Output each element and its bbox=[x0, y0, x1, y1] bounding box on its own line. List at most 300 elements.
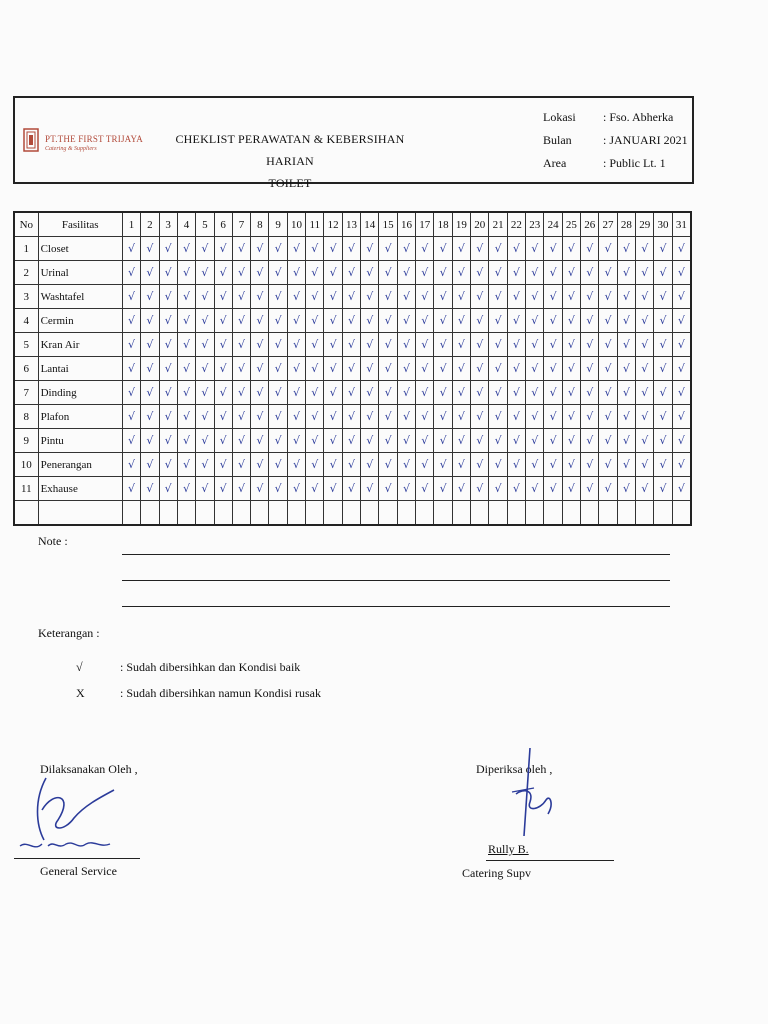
check-mark-cell: √ bbox=[452, 381, 470, 405]
check-mark-cell: √ bbox=[489, 333, 507, 357]
check-mark-cell: √ bbox=[562, 477, 580, 501]
check-mark-cell: √ bbox=[159, 477, 177, 501]
column-header-day: 30 bbox=[654, 212, 672, 237]
check-mark-cell: √ bbox=[324, 285, 342, 309]
check-mark-cell: √ bbox=[471, 381, 489, 405]
empty-cell bbox=[507, 501, 525, 526]
check-mark-cell: √ bbox=[581, 309, 599, 333]
check-mark-cell: √ bbox=[672, 309, 691, 333]
check-mark-cell: √ bbox=[581, 261, 599, 285]
check-mark-cell: √ bbox=[416, 261, 434, 285]
check-mark-cell: √ bbox=[214, 333, 232, 357]
check-mark-cell: √ bbox=[361, 429, 379, 453]
check-mark-cell: √ bbox=[434, 333, 452, 357]
check-mark-cell: √ bbox=[177, 261, 195, 285]
column-header-day: 25 bbox=[562, 212, 580, 237]
row-number: 4 bbox=[14, 309, 38, 333]
check-mark-cell: √ bbox=[434, 405, 452, 429]
check-mark-cell: √ bbox=[471, 261, 489, 285]
check-mark-cell: √ bbox=[489, 309, 507, 333]
check-mark-cell: √ bbox=[159, 453, 177, 477]
check-mark-cell: √ bbox=[599, 357, 617, 381]
row-number: 7 bbox=[14, 381, 38, 405]
empty-cell bbox=[159, 501, 177, 526]
check-mark-cell: √ bbox=[617, 285, 635, 309]
check-mark-cell: √ bbox=[562, 357, 580, 381]
check-mark-cell: √ bbox=[232, 309, 250, 333]
check-mark-cell: √ bbox=[672, 237, 691, 261]
check-mark-cell: √ bbox=[452, 477, 470, 501]
check-mark-cell: √ bbox=[636, 381, 654, 405]
empty-cell bbox=[379, 501, 397, 526]
check-mark-cell: √ bbox=[599, 333, 617, 357]
check-mark-cell: √ bbox=[361, 453, 379, 477]
meta-key: Lokasi bbox=[543, 110, 576, 124]
check-mark-cell: √ bbox=[269, 261, 287, 285]
check-mark-cell: √ bbox=[672, 285, 691, 309]
column-header-day: 5 bbox=[196, 212, 214, 237]
check-mark-cell: √ bbox=[489, 357, 507, 381]
check-mark-cell: √ bbox=[562, 453, 580, 477]
meta-value: : JANUARI 2021 bbox=[603, 133, 688, 147]
check-mark-cell: √ bbox=[636, 285, 654, 309]
check-mark-cell: √ bbox=[287, 285, 305, 309]
check-mark-cell: √ bbox=[122, 381, 140, 405]
check-mark-cell: √ bbox=[452, 333, 470, 357]
facility-name: Lantai bbox=[38, 357, 122, 381]
empty-cell bbox=[654, 501, 672, 526]
check-mark-cell: √ bbox=[196, 477, 214, 501]
check-mark-cell: √ bbox=[581, 333, 599, 357]
check-mark-cell: √ bbox=[544, 357, 562, 381]
check-mark-cell: √ bbox=[361, 261, 379, 285]
facility-name: Kran Air bbox=[38, 333, 122, 357]
empty-cell bbox=[38, 501, 122, 526]
check-mark-cell: √ bbox=[636, 309, 654, 333]
check-mark-cell: √ bbox=[361, 405, 379, 429]
check-mark-cell: √ bbox=[287, 309, 305, 333]
check-mark-cell: √ bbox=[342, 405, 360, 429]
check-mark-cell: √ bbox=[361, 357, 379, 381]
facility-name: Pintu bbox=[38, 429, 122, 453]
empty-cell bbox=[562, 501, 580, 526]
check-mark-cell: √ bbox=[416, 405, 434, 429]
check-mark-cell: √ bbox=[342, 261, 360, 285]
check-mark-cell: √ bbox=[617, 309, 635, 333]
column-header-day: 8 bbox=[251, 212, 269, 237]
check-mark-cell: √ bbox=[141, 285, 159, 309]
check-mark-cell: √ bbox=[489, 477, 507, 501]
meta-key: Bulan bbox=[543, 133, 572, 147]
left-signature-image bbox=[14, 770, 134, 862]
form-meta bbox=[543, 106, 688, 175]
check-mark-cell: √ bbox=[581, 405, 599, 429]
check-mark-cell: √ bbox=[306, 381, 324, 405]
note-line bbox=[122, 554, 670, 555]
check-mark-cell: √ bbox=[672, 261, 691, 285]
check-mark-cell: √ bbox=[434, 381, 452, 405]
row-number: 5 bbox=[14, 333, 38, 357]
check-mark-cell: √ bbox=[544, 381, 562, 405]
check-mark-cell: √ bbox=[232, 333, 250, 357]
check-mark-cell: √ bbox=[581, 285, 599, 309]
meta-row-lokasi bbox=[543, 106, 688, 129]
executed-by-label: Dilaksanakan Oleh , bbox=[40, 762, 138, 776]
check-mark-cell: √ bbox=[159, 405, 177, 429]
check-mark-cell: √ bbox=[581, 429, 599, 453]
check-mark-cell: √ bbox=[452, 309, 470, 333]
facility-name: Cermin bbox=[38, 309, 122, 333]
column-header-day: 22 bbox=[507, 212, 525, 237]
check-mark-cell: √ bbox=[434, 285, 452, 309]
check-mark-cell: √ bbox=[269, 357, 287, 381]
check-mark-cell: √ bbox=[196, 453, 214, 477]
empty-cell bbox=[636, 501, 654, 526]
check-mark-cell: √ bbox=[544, 261, 562, 285]
meta-row-area bbox=[543, 152, 688, 175]
column-header-day: 13 bbox=[342, 212, 360, 237]
check-mark-cell: √ bbox=[526, 405, 544, 429]
check-mark-cell: √ bbox=[324, 477, 342, 501]
check-mark-cell: √ bbox=[507, 405, 525, 429]
check-mark-cell: √ bbox=[471, 333, 489, 357]
empty-cell bbox=[177, 501, 195, 526]
check-mark-cell: √ bbox=[122, 357, 140, 381]
table-row bbox=[14, 261, 691, 285]
meta-key: Area bbox=[543, 156, 567, 170]
row-number: 11 bbox=[14, 477, 38, 501]
empty-cell bbox=[232, 501, 250, 526]
empty-cell bbox=[471, 501, 489, 526]
facility-name: Plafon bbox=[38, 405, 122, 429]
check-mark-cell: √ bbox=[599, 381, 617, 405]
check-mark-cell: √ bbox=[636, 453, 654, 477]
table-row bbox=[14, 285, 691, 309]
meta-value: : Fso. Abherka bbox=[603, 110, 674, 124]
check-mark-cell: √ bbox=[581, 357, 599, 381]
note-label: Note : bbox=[38, 534, 68, 548]
check-mark-cell: √ bbox=[214, 477, 232, 501]
check-mark-cell: √ bbox=[636, 477, 654, 501]
check-mark-cell: √ bbox=[361, 285, 379, 309]
check-mark-cell: √ bbox=[562, 405, 580, 429]
check-mark-cell: √ bbox=[141, 333, 159, 357]
check-mark-cell: √ bbox=[471, 453, 489, 477]
check-mark-cell: √ bbox=[416, 333, 434, 357]
check-mark-cell: √ bbox=[122, 429, 140, 453]
column-header-day: 9 bbox=[269, 212, 287, 237]
check-mark-cell: √ bbox=[507, 237, 525, 261]
check-mark-cell: √ bbox=[269, 405, 287, 429]
check-mark-cell: √ bbox=[379, 453, 397, 477]
check-mark-cell: √ bbox=[196, 333, 214, 357]
empty-cell bbox=[489, 501, 507, 526]
check-mark-cell: √ bbox=[397, 477, 415, 501]
check-mark-cell: √ bbox=[526, 285, 544, 309]
check-mark-cell: √ bbox=[324, 405, 342, 429]
check-mark-cell: √ bbox=[251, 405, 269, 429]
check-mark-cell: √ bbox=[342, 309, 360, 333]
check-mark-cell: √ bbox=[489, 261, 507, 285]
check-mark-cell: √ bbox=[416, 453, 434, 477]
check-mark-cell: √ bbox=[471, 357, 489, 381]
empty-cell bbox=[672, 501, 691, 526]
check-mark-cell: √ bbox=[434, 453, 452, 477]
check-mark-cell: √ bbox=[159, 261, 177, 285]
check-mark-cell: √ bbox=[306, 453, 324, 477]
column-header-day: 14 bbox=[361, 212, 379, 237]
check-mark-cell: √ bbox=[196, 357, 214, 381]
check-mark-cell: √ bbox=[562, 237, 580, 261]
legend-item-done-good bbox=[76, 660, 300, 675]
company-subtitle: Catering & Suppliers bbox=[45, 146, 97, 152]
empty-cell bbox=[434, 501, 452, 526]
table-row bbox=[14, 381, 691, 405]
column-header-day: 12 bbox=[324, 212, 342, 237]
check-mark-cell: √ bbox=[471, 309, 489, 333]
facility-name: Urinal bbox=[38, 261, 122, 285]
check-mark-cell: √ bbox=[416, 477, 434, 501]
check-mark-cell: √ bbox=[452, 237, 470, 261]
column-header-day: 21 bbox=[489, 212, 507, 237]
right-signature-line bbox=[486, 860, 614, 861]
check-mark-cell: √ bbox=[342, 477, 360, 501]
check-mark-cell: √ bbox=[507, 309, 525, 333]
check-mark-cell: √ bbox=[507, 429, 525, 453]
check-mark-cell: √ bbox=[379, 477, 397, 501]
check-mark-cell: √ bbox=[141, 429, 159, 453]
check-mark-cell: √ bbox=[361, 477, 379, 501]
check-mark-cell: √ bbox=[452, 429, 470, 453]
check-mark-cell: √ bbox=[306, 261, 324, 285]
company-logo bbox=[23, 128, 143, 168]
check-mark-cell: √ bbox=[177, 405, 195, 429]
check-mark-cell: √ bbox=[471, 285, 489, 309]
check-mark-cell: √ bbox=[526, 309, 544, 333]
check-mark-cell: √ bbox=[324, 357, 342, 381]
check-mark-cell: √ bbox=[654, 429, 672, 453]
check-mark-cell: √ bbox=[342, 429, 360, 453]
check-mark-cell: √ bbox=[562, 309, 580, 333]
check-mark-cell: √ bbox=[654, 333, 672, 357]
check-mark-cell: √ bbox=[672, 357, 691, 381]
check-mark-cell: √ bbox=[581, 453, 599, 477]
check-mark-cell: √ bbox=[617, 237, 635, 261]
check-mark-cell: √ bbox=[232, 405, 250, 429]
check-mark-cell: √ bbox=[232, 381, 250, 405]
check-mark-cell: √ bbox=[526, 333, 544, 357]
check-mark-cell: √ bbox=[287, 405, 305, 429]
check-mark-cell: √ bbox=[562, 429, 580, 453]
check-mark-cell: √ bbox=[636, 333, 654, 357]
check-mark-cell: √ bbox=[379, 309, 397, 333]
right-signature-image bbox=[494, 744, 574, 844]
check-mark-cell: √ bbox=[122, 405, 140, 429]
check-mark-cell: √ bbox=[251, 309, 269, 333]
check-mark-cell: √ bbox=[361, 309, 379, 333]
check-mark-cell: √ bbox=[636, 261, 654, 285]
check-mark-cell: √ bbox=[544, 477, 562, 501]
check-mark-cell: √ bbox=[306, 429, 324, 453]
check-mark-cell: √ bbox=[599, 309, 617, 333]
check-mark-cell: √ bbox=[287, 237, 305, 261]
check-mark-cell: √ bbox=[361, 381, 379, 405]
check-mark-cell: √ bbox=[471, 429, 489, 453]
check-mark-cell: √ bbox=[654, 381, 672, 405]
check-mark-cell: √ bbox=[324, 237, 342, 261]
form-title-line1: CHEKLIST PERAWATAN & KEBERSIHAN HARIAN bbox=[175, 132, 405, 168]
check-mark-cell: √ bbox=[232, 261, 250, 285]
check-mark-cell: √ bbox=[269, 381, 287, 405]
check-mark-cell: √ bbox=[416, 285, 434, 309]
check-mark-cell: √ bbox=[122, 237, 140, 261]
check-mark-cell: √ bbox=[416, 381, 434, 405]
check-mark-cell: √ bbox=[306, 405, 324, 429]
column-header-day: 19 bbox=[452, 212, 470, 237]
check-mark-cell: √ bbox=[507, 285, 525, 309]
row-number: 6 bbox=[14, 357, 38, 381]
check-mark-cell: √ bbox=[269, 237, 287, 261]
check-mark-cell: √ bbox=[489, 381, 507, 405]
check-mark-cell: √ bbox=[306, 237, 324, 261]
check-mark-cell: √ bbox=[636, 237, 654, 261]
check-mark-cell: √ bbox=[617, 357, 635, 381]
empty-cell bbox=[342, 501, 360, 526]
check-mark-cell: √ bbox=[287, 429, 305, 453]
check-mark-cell: √ bbox=[287, 381, 305, 405]
check-mark-cell: √ bbox=[416, 429, 434, 453]
company-name: PT.THE FIRST TRIJAYA bbox=[45, 134, 143, 144]
check-mark-cell: √ bbox=[581, 477, 599, 501]
column-header-day: 6 bbox=[214, 212, 232, 237]
empty-cell bbox=[361, 501, 379, 526]
check-mark-cell: √ bbox=[324, 453, 342, 477]
check-mark-cell: √ bbox=[122, 477, 140, 501]
column-header-day: 15 bbox=[379, 212, 397, 237]
empty-cell bbox=[599, 501, 617, 526]
check-mark-cell: √ bbox=[489, 453, 507, 477]
check-mark-cell: √ bbox=[306, 477, 324, 501]
checklist-table bbox=[13, 211, 692, 526]
check-mark-cell: √ bbox=[397, 381, 415, 405]
check-mark-cell: √ bbox=[636, 405, 654, 429]
check-mark-cell: √ bbox=[141, 357, 159, 381]
row-number: 10 bbox=[14, 453, 38, 477]
check-mark-cell: √ bbox=[232, 285, 250, 309]
legend-text: : Sudah dibersihkan dan Kondisi baik bbox=[120, 660, 301, 674]
check-mark-cell: √ bbox=[287, 357, 305, 381]
right-signer-role: Catering Supv bbox=[462, 866, 531, 880]
check-mark-cell: √ bbox=[489, 405, 507, 429]
row-number: 2 bbox=[14, 261, 38, 285]
column-header-day: 17 bbox=[416, 212, 434, 237]
table-row bbox=[14, 309, 691, 333]
check-mark-cell: √ bbox=[379, 429, 397, 453]
column-header-facility: Fasilitas bbox=[38, 212, 122, 237]
check-mark-cell: √ bbox=[397, 309, 415, 333]
check-mark-cell: √ bbox=[654, 237, 672, 261]
check-mark-cell: √ bbox=[122, 309, 140, 333]
check-mark-cell: √ bbox=[379, 357, 397, 381]
check-mark-cell: √ bbox=[251, 357, 269, 381]
check-mark-cell: √ bbox=[287, 333, 305, 357]
check-mark-cell: √ bbox=[177, 477, 195, 501]
check-mark-cell: √ bbox=[214, 429, 232, 453]
check-mark-cell: √ bbox=[122, 261, 140, 285]
check-mark-cell: √ bbox=[526, 357, 544, 381]
column-header-day: 27 bbox=[599, 212, 617, 237]
check-mark-cell: √ bbox=[141, 405, 159, 429]
check-mark-cell: √ bbox=[636, 429, 654, 453]
check-mark-cell: √ bbox=[177, 237, 195, 261]
check-mark-cell: √ bbox=[507, 477, 525, 501]
column-header-day: 3 bbox=[159, 212, 177, 237]
column-header-day: 7 bbox=[232, 212, 250, 237]
check-mark-cell: √ bbox=[232, 453, 250, 477]
check-mark-cell: √ bbox=[251, 237, 269, 261]
check-mark-cell: √ bbox=[507, 453, 525, 477]
check-mark-cell: √ bbox=[232, 237, 250, 261]
check-mark-cell: √ bbox=[324, 261, 342, 285]
column-header-day: 16 bbox=[397, 212, 415, 237]
check-mark-cell: √ bbox=[342, 237, 360, 261]
check-mark-cell: √ bbox=[361, 237, 379, 261]
legend-label: Keterangan : bbox=[38, 626, 100, 640]
check-mark-cell: √ bbox=[214, 237, 232, 261]
check-mark-cell: √ bbox=[214, 357, 232, 381]
check-mark-cell: √ bbox=[379, 285, 397, 309]
empty-cell bbox=[306, 501, 324, 526]
check-mark-cell: √ bbox=[599, 261, 617, 285]
column-header-day: 1 bbox=[122, 212, 140, 237]
check-mark-cell: √ bbox=[269, 453, 287, 477]
check-mark-cell: √ bbox=[177, 357, 195, 381]
empty-cell bbox=[324, 501, 342, 526]
check-mark-cell: √ bbox=[251, 477, 269, 501]
check-mark-cell: √ bbox=[544, 453, 562, 477]
check-mark-cell: √ bbox=[196, 285, 214, 309]
check-mark-cell: √ bbox=[654, 453, 672, 477]
column-header-day: 26 bbox=[581, 212, 599, 237]
check-mark-cell: √ bbox=[654, 261, 672, 285]
check-mark-cell: √ bbox=[452, 285, 470, 309]
empty-cell bbox=[14, 501, 38, 526]
check-mark-cell: √ bbox=[617, 381, 635, 405]
check-mark-cell: √ bbox=[544, 309, 562, 333]
check-mark-cell: √ bbox=[159, 333, 177, 357]
checked-by-label: Diperiksa oleh , bbox=[476, 762, 553, 776]
empty-cell bbox=[214, 501, 232, 526]
check-mark-cell: √ bbox=[397, 429, 415, 453]
check-mark-cell: √ bbox=[232, 477, 250, 501]
check-mark-cell: √ bbox=[617, 429, 635, 453]
check-mark-cell: √ bbox=[581, 237, 599, 261]
check-mark-cell: √ bbox=[342, 333, 360, 357]
check-mark-cell: √ bbox=[196, 237, 214, 261]
check-mark-cell: √ bbox=[342, 453, 360, 477]
column-header-day: 4 bbox=[177, 212, 195, 237]
column-header-day: 10 bbox=[287, 212, 305, 237]
check-mark-cell: √ bbox=[562, 285, 580, 309]
check-mark-cell: √ bbox=[397, 237, 415, 261]
check-mark-cell: √ bbox=[141, 309, 159, 333]
check-mark-cell: √ bbox=[471, 237, 489, 261]
empty-cell bbox=[416, 501, 434, 526]
check-mark-cell: √ bbox=[526, 261, 544, 285]
check-mark-cell: √ bbox=[379, 237, 397, 261]
form-title-line2: TOILET bbox=[268, 176, 312, 190]
form-header bbox=[13, 96, 694, 190]
